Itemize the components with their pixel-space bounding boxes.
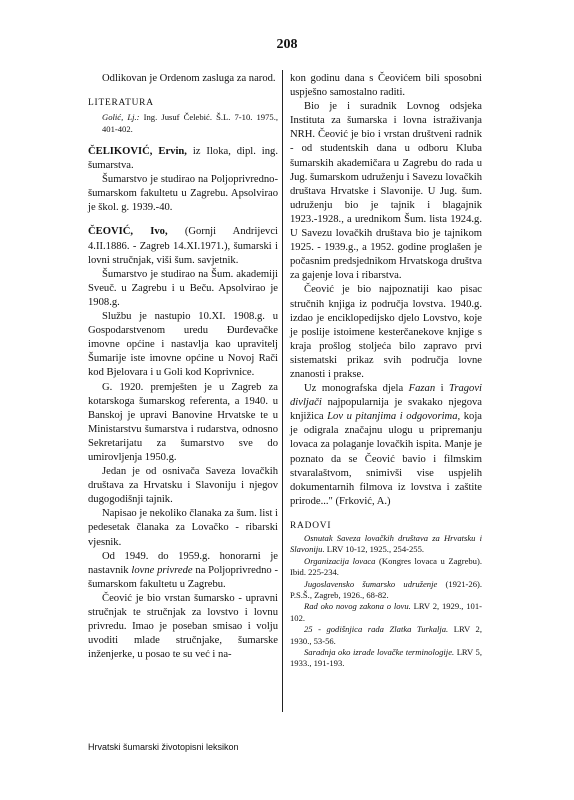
ceovic-paragraph-7: Čeović je bio vrstan šumarsko - upravni stručnjak te stručnjak za lovstvo i lovnu privredu. Imao je poseban smisao i volju uvoditi mlade stručnjake, šumarske inženjerke, u posao te su već i na-	[88, 592, 278, 661]
work-details: LRV 10-12, 1925., 254-255.	[326, 544, 425, 555]
p3-part-a: Uz monografska djela	[304, 383, 404, 395]
works-item	[290, 647, 482, 670]
continued-paragraph: kon godinu dana s Čeovićem bili sposobni uspješno samostalno raditi.	[290, 73, 482, 99]
ceovic-p6-part-b: na Poljoprivredno - šumarskom fakultetu u Zagrebu.	[88, 564, 279, 590]
work-details: (1921-26). P.S.Š., Zagreb, 1926., 68-82.	[290, 578, 483, 601]
works-item	[290, 556, 482, 579]
column-divider	[282, 70, 283, 712]
ceovic-paragraph-2: Službu je nastupio 10.XI. 1908.g. u Gospodarstvenom uredu Đurđevačke imovne općine i nastavlja kao upravitelj Šumarije iste imovne općine u Novoj Rači kod Bjelovara i u Goli kod Koprivnice.	[88, 311, 278, 379]
work-details: LRV 5, 1933., 191-193.	[290, 647, 482, 669]
work-title: Organizacija lovaca	[304, 555, 376, 566]
works-list	[290, 533, 482, 670]
work-details: LRV 2, 1930., 53-56.	[290, 624, 483, 646]
entry-desc-ceovic: (Gornji Andrijevci 4.II.1886. - Zagreb 14.XI.1971.), šumarski i lovni stručnjak, viši šum. savjetnik.	[88, 226, 278, 266]
reference-text: Ing. Jusuf Čelebić. Š.L. 7-10. 1975., 401-402.	[102, 112, 278, 134]
work-title: Rad oko novog zakona o lovu.	[304, 601, 411, 612]
right-column	[290, 72, 482, 670]
works-item	[290, 624, 482, 647]
entry-name-ceovic: ČEOVIĆ, Ivo,	[88, 226, 168, 238]
literature-reference	[88, 112, 278, 135]
ceovic-paragraph-6	[88, 550, 278, 592]
left-column	[88, 72, 278, 662]
literature-heading: LITERATURA	[88, 98, 154, 109]
entry-head-celikovic	[88, 145, 278, 173]
p3-part-c: najpopularnija je svakako njegova knjižica	[290, 397, 482, 423]
right-paragraph-2: Čeović je bio najpoznatiji kao pisac stručnih knjiga iz područja lovstva. 1940.g. izdao je enciklopedijsko djelo Lovstvo, koje je poslije istoimene kesterčanekove knjige s kraja prošlog stoljeća bilo zapravo prvi sistematski prikaz svih područja lovne znanosti i prakse.	[290, 284, 482, 380]
ceovic-paragraph-4: Jedan je od osnivača Saveza lovačkih društava za Hrvatsku i Slavoniju i njegov dugogodišnji tajnik.	[88, 466, 278, 506]
page-number: 208	[276, 37, 298, 52]
p3-part-d: koja je odigrala značajnu ulogu u pripremanju lovaca za polaganje lovačkih ispita. Manje je poznato da se Čeović bavio i filmskim stvaralaštvom, snimivši vise uspjelih dokumentarnih filmova iz lovstva i zaštite prirode..." (Frković, A.)	[290, 411, 482, 507]
entry-name-celikovic: ČELIKOVIĆ, Ervin,	[88, 146, 187, 157]
works-item	[290, 579, 482, 602]
p3-part-b: i	[440, 383, 444, 395]
ceovic-p6-italic: lovne privrede	[131, 564, 193, 576]
celikovic-paragraph: Šumarstvo je studirao na Poljoprivredno-šumarskom fakultetu u Zagrebu. Apsolvirao je škol. g. 1939.-40.	[88, 174, 278, 214]
entry-desc-celikovic: iz Iloka, dipl. ing. šumarstva.	[88, 146, 278, 172]
ceovic-paragraph-5: Napisao je nekoliko članaka za šum. list i pedesetak članaka za Lovačko - ribarski vjesnik.	[88, 508, 278, 548]
work-title: Jugoslavensko šumarsko udruženje	[304, 578, 438, 589]
reference-author: Golić, Lj.:	[102, 112, 140, 123]
work-details: LRV 2, 1929., 101-102.	[290, 601, 482, 623]
p3-italic-lov: Lov u pitanjima i odgovorima,	[327, 411, 461, 423]
work-title: Saradnja oko izrade lovačke terminologije.	[304, 647, 455, 658]
work-title: Osnutak Saveza lovačkih društava za Hrvatsku i Slavoniju.	[290, 533, 482, 555]
page-footer: Hrvatski šumarski životopisni leksikon	[88, 742, 239, 752]
works-item	[290, 601, 482, 624]
work-title: 25 - godišnjica rada Zlatka Turkalja.	[304, 624, 449, 635]
p3-italic-fazan: Fazan	[408, 383, 436, 395]
works-item	[290, 533, 482, 556]
right-paragraph-3	[290, 382, 482, 509]
p3-italic-tragovi: Tragovi divljači	[290, 383, 482, 409]
work-details: (Kongres lovaca u Zagrebu). Ibid. 225-234.	[290, 555, 482, 578]
ceovic-p6-part-a: Od 1949. do 1959.g. honorarni je nastavnik	[88, 550, 278, 576]
right-paragraph-1: Bio je i suradnik Lovnog odsjeka Instituta za šumarska i lovna istraživanja NRH. Čeović je bio i vrstan društveni radnik - od studentskih dana u odboru Kluba šumarskih akademičara u Zagrebu do rada u Jug. šumarskom udruženju i Savezu lovačkih društava Hrvatske i Slavonije. U Jug. šum. udruženju bio je tajnik i blagajnik 1923.-1928., a urednikom Šum. lista 1924.g. U Savezu lovačkih društava bio je tajnikom 1925. - 1939.g., a 1952. godine proglašen je počasnim predsjednikom Hrvatskoga društva za gajenje lova i ribarstva.	[290, 101, 482, 282]
ceovic-paragraph-3: G. 1920. premješten je u Zagreb za kotarskoga šumarskog referenta, a 1940. u Banskoj je upravi Banovine Hrvatske te u Ministarstvu šumarstva i rudarstva, odnosno Sekretarijatu za šumarstvo sve do umirovljenja 1950.g.	[88, 381, 278, 463]
celebic-closing-paragraph: Odlikovan je Ordenom zasluga za narod.	[102, 73, 276, 84]
ceovic-paragraph-1: Šumarstvo je studirao na Šum. akademiji Sveuč. u Zagrebu i u Beču. Apsolvirao je 1908.g.	[88, 268, 278, 308]
entry-head-ceovic	[88, 225, 278, 267]
works-heading: RADOVI	[290, 520, 332, 531]
